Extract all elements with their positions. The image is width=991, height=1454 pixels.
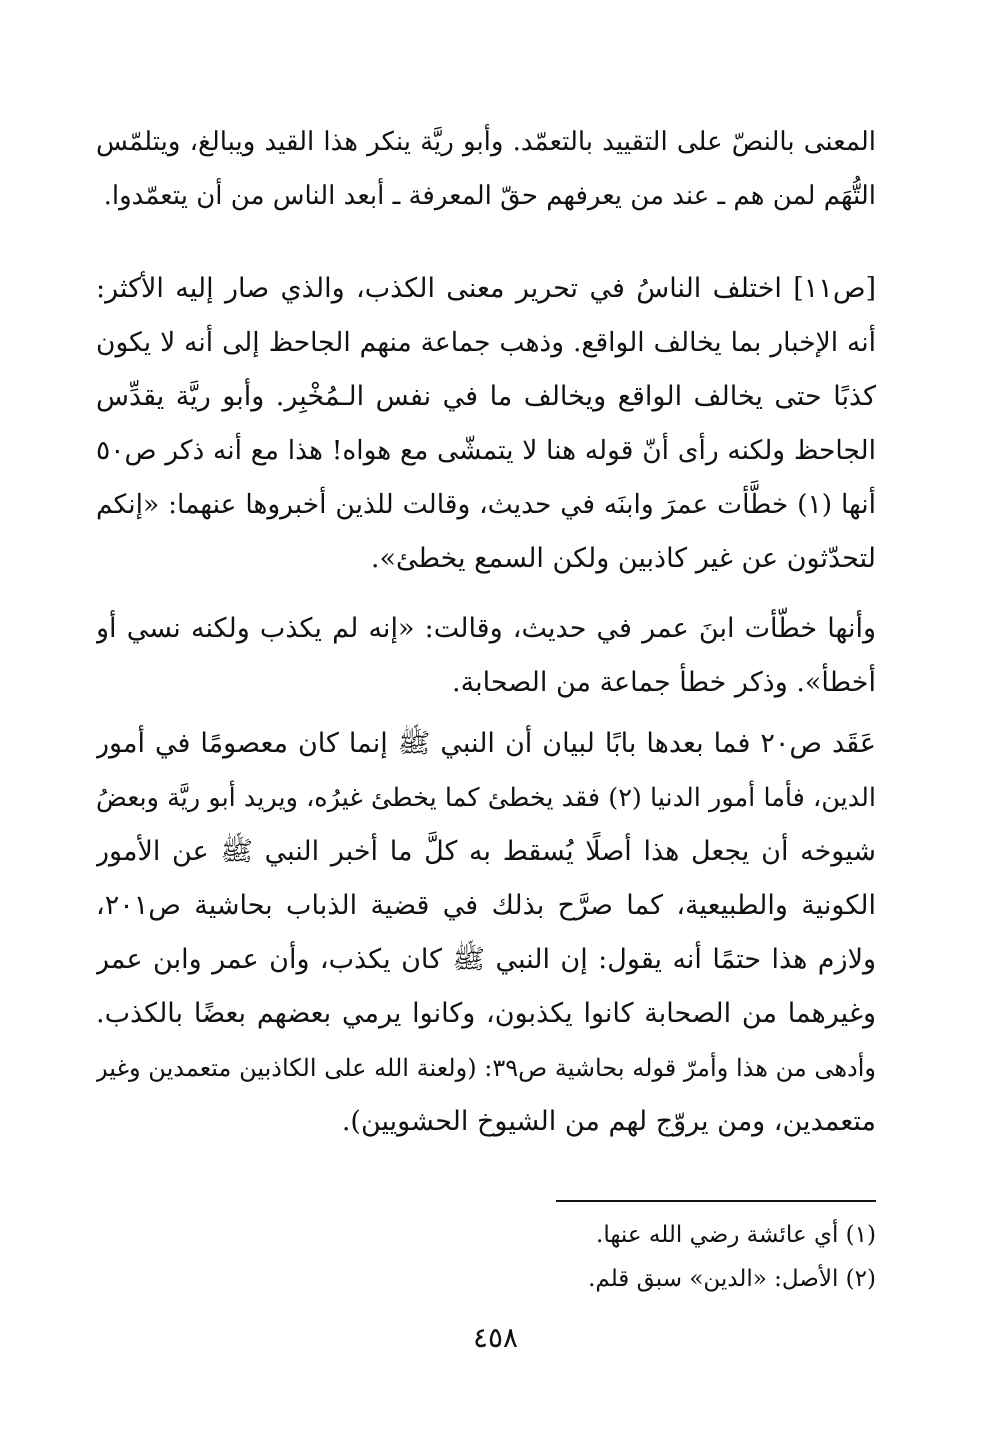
paragraph-1 — [96, 115, 876, 223]
paragraph-2 — [96, 262, 876, 586]
text-line: ولازم هذا حتمًا أنه يقول: إن النبي ﷺ كان يكذب، وأن عمر وابن عمر — [96, 944, 876, 975]
footnote-separator — [556, 1200, 876, 1202]
text-line: كذبًا حتى يخالف الواقع ويخالف ما في نفس الـمُخْبِر. وأبو ريَّة يقدِّس — [96, 381, 876, 412]
text-line: أنه الإخبار بما يخالف الواقع. وذهب جماعة منهم الجاحظ إلى أنه لا يكون — [96, 327, 876, 358]
text-line: الدين، فأما أمور الدنيا (٢) فقد يخطئ كما يخطئ غيرُه، ويريد أبو ريَّة وبعضُ — [96, 783, 876, 813]
text-line: أنها (١) خطَّأت عمرَ وابنَه في حديث، وقالت للذين أخبروها عنهما: «إنكم — [96, 489, 876, 520]
text-line: أخطأ». وذكر خطأ جماعة من الصحابة. — [452, 667, 876, 698]
text-line: وغيرهما من الصحابة كانوا يكذبون، وكانوا يرمي بعضهم بعضًا بالكذب. — [96, 998, 876, 1029]
footnotes — [96, 1213, 876, 1301]
text-line: متعمدين، ومن يروّج لهم من الشيوخ الحشويين). — [341, 1106, 876, 1137]
paragraph-4 — [96, 717, 876, 1149]
text-line: الكونية والطبيعية، كما صرَّح بذلك في قضية الذباب بحاشية ص٢٠١، — [96, 890, 876, 921]
text-line: وأنها خطّأت ابنَ عمر في حديث، وقالت: «إنه لم يكذب ولكنه نسي أو — [96, 613, 876, 644]
paragraph-3 — [96, 602, 876, 710]
text-line: التُّهَم لمن هم ـ عند من يعرفهم حقّ المعرفة ـ أبعد الناس من أن يتعمّدوا. — [103, 181, 876, 211]
text-line: الجاحظ ولكنه رأى أنّ قوله هنا لا يتمشّى مع هواه! هذا مع أنه ذكر ص٥٠ — [96, 435, 876, 466]
text-line: [ص١١] اختلف الناسُ في تحرير معنى الكذب، والذي صار إليه الأكثر: — [96, 273, 876, 304]
text-line: شيوخه أن يجعل هذا أصلًا يُسقط به كلَّ ما أخبر النبي ﷺ عن الأمور — [96, 836, 876, 867]
footnote-1: (١) أي عائشة رضي الله عنها. — [596, 1222, 876, 1248]
page-number: ٤٥٨ — [472, 1321, 519, 1354]
text-line: لتحدّثون عن غير كاذبين ولكن السمع يخطئ». — [370, 543, 876, 574]
text-line: المعنى بالنصّ على التقييد بالتعمّد. وأبو ريَّة ينكر هذا القيد ويبالغ، ويتلمّس — [96, 127, 876, 157]
footnote-2: (٢) الأصل: «الدين» سبق قلم. — [588, 1266, 876, 1292]
text-line: وأدهى من هذا وأمرّ قوله بحاشية ص٣٩: (ولعنة الله على الكاذبين متعمدين وغير — [96, 1054, 876, 1082]
text-line: عَقَد ص٢٠ فما بعدها بابًا لبيان أن النبي ﷺ إنما كان معصومًا في أمور — [96, 728, 876, 759]
